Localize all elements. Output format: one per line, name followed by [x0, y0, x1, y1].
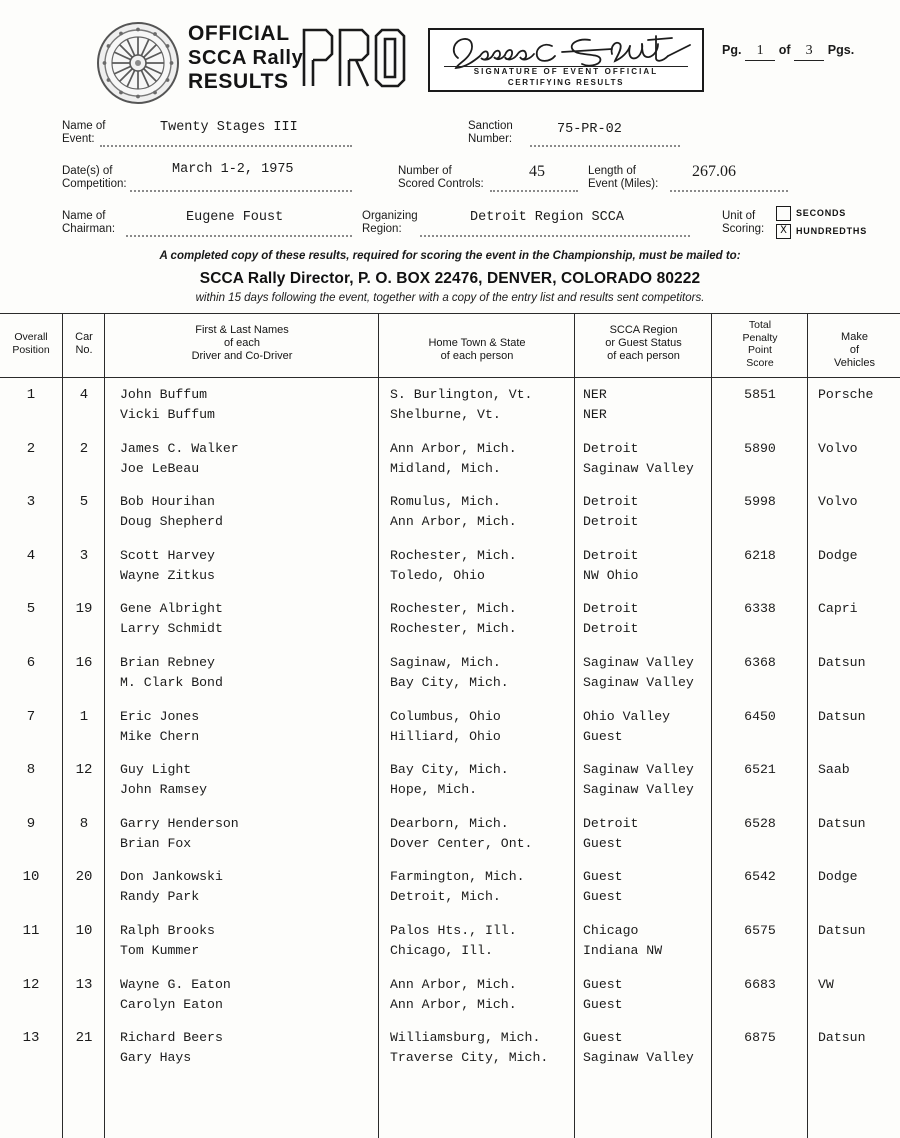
- cell-car-no: 1: [79, 708, 89, 725]
- signature-caption-line1: SIGNATURE OF EVENT OFFICIAL: [473, 67, 659, 76]
- cell-driver-town: Ann Arbor, Mich.: [390, 976, 517, 992]
- header-car-no: Car No.: [75, 331, 93, 356]
- cell-driver-town: Ann Arbor, Mich.: [390, 440, 517, 456]
- cell-driver-region: Guest: [583, 1030, 623, 1046]
- page-number-block: [722, 42, 854, 61]
- mailing-address: SCCA Rally Director, P. O. BOX 22476, DENVER, COLORADO 80222: [199, 270, 701, 287]
- title-line-results: RESULTS: [188, 70, 289, 93]
- cell-score: 6368: [744, 655, 776, 670]
- cell-driver-town: S. Burlington, Vt.: [390, 387, 533, 402]
- chairman-dots: [126, 235, 352, 237]
- cell-make: Datsun: [818, 655, 866, 670]
- cell-codriver: John Ramsey: [120, 782, 208, 798]
- cell-position: 1: [26, 387, 36, 403]
- cell-driver-region: Guest: [583, 869, 623, 885]
- cell-driver: Ralph Brooks: [120, 923, 215, 938]
- cell-car-no: 10: [75, 923, 93, 939]
- header-region: SCCA Region or Guest Status of each person: [605, 324, 682, 362]
- cell-make: Porsche: [818, 387, 874, 402]
- cell-codriver-town: Traverse City, Mich.: [390, 1050, 549, 1066]
- title-line-scca-rally: SCCA Rally: [188, 47, 304, 69]
- cell-driver: Eric Jones: [120, 708, 200, 724]
- cell-codriver-town: Hilliard, Ohio: [390, 728, 501, 744]
- cell-codriver-region: Saginaw Valley: [583, 782, 694, 798]
- cell-driver-town: Rochester, Mich.: [390, 601, 517, 617]
- cell-position: 2: [26, 440, 36, 457]
- pro-logo: [300, 26, 408, 90]
- cell-codriver-region: Indiana NW: [583, 943, 663, 958]
- cell-driver-town: Bay City, Mich.: [390, 762, 509, 778]
- cell-make: Dodge: [818, 547, 858, 563]
- cell-codriver-region: Guest: [583, 835, 623, 851]
- cell-codriver: Gary Hays: [120, 1050, 192, 1066]
- cell-car-no: 16: [75, 655, 93, 671]
- scored-controls-value[interactable]: 45: [529, 163, 545, 180]
- hundredths-checkbox[interactable]: [776, 224, 791, 239]
- page-title: [188, 22, 303, 94]
- cell-codriver: Doug Shepherd: [120, 514, 223, 530]
- cell-driver: Brian Rebney: [120, 655, 215, 670]
- document-header: [0, 8, 900, 100]
- cell-car-no: 21: [75, 1030, 93, 1047]
- cell-codriver-region: NER: [583, 407, 607, 422]
- mailing-instruction-line3: within 15 days following the event, together with a copy of the entry list and results sent competitors.: [195, 292, 705, 304]
- cell-driver: Richard Beers: [120, 1030, 223, 1046]
- dates-value[interactable]: March 1-2, 1975: [172, 162, 294, 177]
- form-row-dates: [0, 157, 900, 202]
- cell-make: Dodge: [818, 869, 858, 885]
- cell-position: 11: [22, 923, 40, 939]
- cell-position: 4: [26, 547, 36, 564]
- cell-score: 6218: [744, 547, 776, 563]
- cell-codriver: Larry Schmidt: [120, 621, 223, 637]
- cell-score: 5851: [744, 387, 776, 402]
- cell-driver-region: Detroit: [583, 547, 639, 563]
- cell-make: Volvo: [818, 440, 858, 456]
- cell-driver-region: Detroit: [583, 494, 639, 510]
- cell-driver: Don Jankowski: [120, 869, 223, 885]
- cell-codriver-region: Detroit: [583, 514, 639, 530]
- signature-box: [428, 28, 704, 92]
- cell-codriver-region: Guest: [583, 728, 623, 744]
- cell-driver-town: Columbus, Ohio: [390, 708, 501, 724]
- cell-driver-region: Detroit: [583, 601, 639, 617]
- chairman-label: Name of Chairman:: [62, 210, 116, 235]
- cell-codriver-region: Saginaw Valley: [583, 675, 694, 690]
- cell-driver-town: Dearborn, Mich.: [390, 815, 509, 831]
- cell-make: VW: [818, 976, 834, 992]
- cell-codriver-town: Hope, Mich.: [390, 782, 478, 798]
- cell-codriver-region: Guest: [583, 889, 623, 905]
- seconds-option-label: SECONDS: [796, 208, 847, 218]
- cell-score: 6542: [744, 869, 776, 885]
- results-table: [0, 313, 900, 1138]
- header-penalty-score: Total Penalty Point Score: [742, 319, 778, 369]
- cell-driver-region: Saginaw Valley: [583, 655, 694, 670]
- form-row-event: [0, 112, 900, 157]
- unit-of-scoring-label: Unit of Scoring:: [722, 210, 765, 235]
- header-overall-position: Overall Position: [12, 331, 50, 356]
- cell-make: Capri: [818, 601, 858, 617]
- scca-seal-icon: [96, 21, 180, 105]
- cell-score: 6575: [744, 923, 776, 938]
- event-name-dots: [100, 145, 352, 147]
- cell-make: Datsun: [818, 923, 866, 938]
- cell-position: 7: [26, 708, 36, 725]
- cell-position: 13: [22, 1030, 40, 1047]
- cell-driver-region: Chicago: [583, 923, 639, 938]
- organizing-region-value[interactable]: Detroit Region SCCA: [470, 210, 624, 225]
- chairman-value[interactable]: Eugene Foust: [186, 210, 284, 225]
- cell-position: 6: [26, 655, 36, 671]
- seconds-checkbox[interactable]: [776, 206, 791, 221]
- cell-car-no: 20: [75, 869, 93, 886]
- cell-score: 6521: [744, 762, 776, 778]
- table-header-rule: [0, 377, 900, 378]
- cell-codriver-region: NW Ohio: [583, 567, 639, 583]
- dates-dots: [130, 190, 352, 192]
- page-suffix-label: Pgs.: [827, 43, 855, 57]
- cell-codriver-town: Ann Arbor, Mich.: [390, 514, 517, 530]
- page-of-label: of: [778, 43, 791, 57]
- cell-codriver: Joe LeBeau: [120, 460, 200, 476]
- event-info-form: [0, 112, 900, 247]
- cell-score: 6338: [744, 601, 776, 617]
- col-rule-4: [574, 313, 575, 1138]
- cell-position: 12: [22, 976, 40, 993]
- cell-position: 8: [26, 762, 36, 779]
- title-line-official: OFFICIAL: [188, 22, 290, 45]
- table-top-rule: [0, 313, 900, 314]
- col-rule-5: [711, 313, 712, 1138]
- cell-codriver: Vicki Buffum: [120, 407, 215, 422]
- cell-codriver-town: Rochester, Mich.: [390, 621, 517, 637]
- organizing-region-label: Organizing Region:: [362, 210, 418, 235]
- dates-label: Date(s) of Competition:: [62, 165, 127, 190]
- event-length-label: Length of Event (Miles):: [588, 165, 659, 190]
- cell-driver-region: Detroit: [583, 815, 639, 831]
- cell-codriver: Mike Chern: [120, 728, 200, 744]
- cell-driver: Gene Albright: [120, 601, 223, 617]
- header-make: Make of Vehicles: [834, 331, 875, 369]
- cell-car-no: 4: [79, 387, 89, 403]
- cell-driver-region: Guest: [583, 976, 623, 992]
- cell-make: Datsun: [818, 1030, 866, 1046]
- cell-score: 5998: [744, 494, 776, 510]
- header-names: First & Last Names of each Driver and Co-Driver: [191, 324, 293, 362]
- sanction-number-dots: [530, 145, 680, 147]
- cell-driver: James C. Walker: [120, 440, 239, 456]
- cell-driver-town: Farmington, Mich.: [390, 869, 525, 885]
- cell-codriver: Tom Kummer: [120, 943, 200, 958]
- cell-driver: Garry Henderson: [120, 815, 239, 831]
- cell-make: Datsun: [818, 815, 866, 831]
- cell-codriver-town: Dover Center, Ont.: [390, 835, 533, 851]
- cell-driver-town: Williamsburg, Mich.: [390, 1030, 541, 1046]
- cell-driver-region: NER: [583, 387, 607, 402]
- cell-make: Volvo: [818, 494, 858, 510]
- page-prefix-label: Pg.: [722, 43, 742, 57]
- event-length-value[interactable]: 267.06: [692, 163, 736, 180]
- cell-car-no: 8: [79, 815, 89, 832]
- cell-codriver-town: Midland, Mich.: [390, 460, 501, 476]
- cell-codriver-town: Shelburne, Vt.: [390, 407, 501, 422]
- form-row-chairman: [0, 202, 900, 247]
- cell-position: 10: [22, 869, 40, 886]
- signature-caption-line2: CERTIFYING RESULTS: [507, 78, 625, 87]
- cell-driver-region: Saginaw Valley: [583, 762, 694, 778]
- col-rule-6: [807, 313, 808, 1138]
- cell-codriver: Randy Park: [120, 889, 200, 905]
- cell-score: 6683: [744, 976, 776, 992]
- cell-codriver-town: Toledo, Ohio: [390, 567, 485, 583]
- cell-car-no: 5: [79, 494, 89, 511]
- cell-codriver-region: Saginaw Valley: [583, 460, 694, 476]
- col-rule-1: [62, 313, 63, 1138]
- cell-codriver-town: Detroit, Mich.: [390, 889, 501, 905]
- col-rule-3: [378, 313, 379, 1138]
- mailing-instruction-line1: A completed copy of these results, required for scoring the event in the Championship, must be mailed to:: [159, 250, 741, 262]
- cell-driver-region: Ohio Valley: [583, 708, 671, 724]
- cell-codriver: M. Clark Bond: [120, 675, 223, 690]
- cell-codriver: Carolyn Eaton: [120, 996, 223, 1012]
- cell-position: 9: [26, 815, 36, 832]
- cell-driver-town: Romulus, Mich.: [390, 494, 501, 510]
- cell-codriver-region: Detroit: [583, 621, 639, 637]
- cell-car-no: 12: [75, 762, 93, 779]
- header-home-town: Home Town & State of each person: [428, 337, 526, 362]
- cell-driver: Guy Light: [120, 762, 192, 778]
- cell-driver: Wayne G. Eaton: [120, 976, 231, 992]
- cell-codriver-region: Guest: [583, 996, 623, 1012]
- cell-car-no: 3: [79, 547, 89, 564]
- cell-position: 5: [26, 601, 36, 618]
- cell-codriver: Brian Fox: [120, 835, 192, 851]
- signature-image: [440, 28, 692, 68]
- cell-score: 6528: [744, 815, 776, 831]
- hundredths-checkbox-mark: X: [780, 225, 787, 237]
- page-total-value: 3: [794, 43, 824, 61]
- cell-driver-town: Rochester, Mich.: [390, 547, 517, 563]
- cell-position: 3: [26, 494, 36, 511]
- cell-make: Saab: [818, 762, 850, 778]
- cell-codriver: Wayne Zitkus: [120, 567, 215, 583]
- page-current-value: 1: [745, 43, 775, 61]
- cell-codriver-town: Ann Arbor, Mich.: [390, 996, 517, 1012]
- cell-codriver-town: Chicago, Ill.: [390, 943, 493, 958]
- organizing-region-dots: [420, 235, 690, 237]
- cell-car-no: 19: [75, 601, 93, 618]
- sanction-number-label: Sanction Number:: [468, 120, 513, 145]
- cell-score: 6875: [744, 1030, 776, 1046]
- scored-controls-dots: [490, 190, 578, 192]
- event-length-dots: [670, 190, 788, 192]
- cell-driver: Scott Harvey: [120, 547, 215, 563]
- cell-score: 5890: [744, 440, 776, 456]
- cell-car-no: 2: [79, 440, 89, 457]
- sanction-number-value[interactable]: 75-PR-02: [557, 122, 622, 137]
- cell-score: 6450: [744, 708, 776, 724]
- cell-driver-region: Detroit: [583, 440, 639, 456]
- cell-driver-town: Palos Hts., Ill.: [390, 923, 517, 938]
- cell-codriver-town: Bay City, Mich.: [390, 675, 509, 690]
- hundredths-option-label: HUNDREDTHS: [796, 226, 867, 236]
- cell-driver: John Buffum: [120, 387, 208, 402]
- cell-driver-town: Saginaw, Mich.: [390, 655, 501, 670]
- cell-car-no: 13: [75, 976, 93, 993]
- cell-driver: Bob Hourihan: [120, 494, 215, 510]
- scored-controls-label: Number of Scored Controls:: [398, 165, 484, 190]
- cell-make: Datsun: [818, 708, 866, 724]
- cell-codriver-region: Saginaw Valley: [583, 1050, 694, 1066]
- event-name-label: Name of Event:: [62, 120, 106, 145]
- event-name-value[interactable]: Twenty Stages III: [160, 120, 298, 135]
- col-rule-2: [104, 313, 105, 1138]
